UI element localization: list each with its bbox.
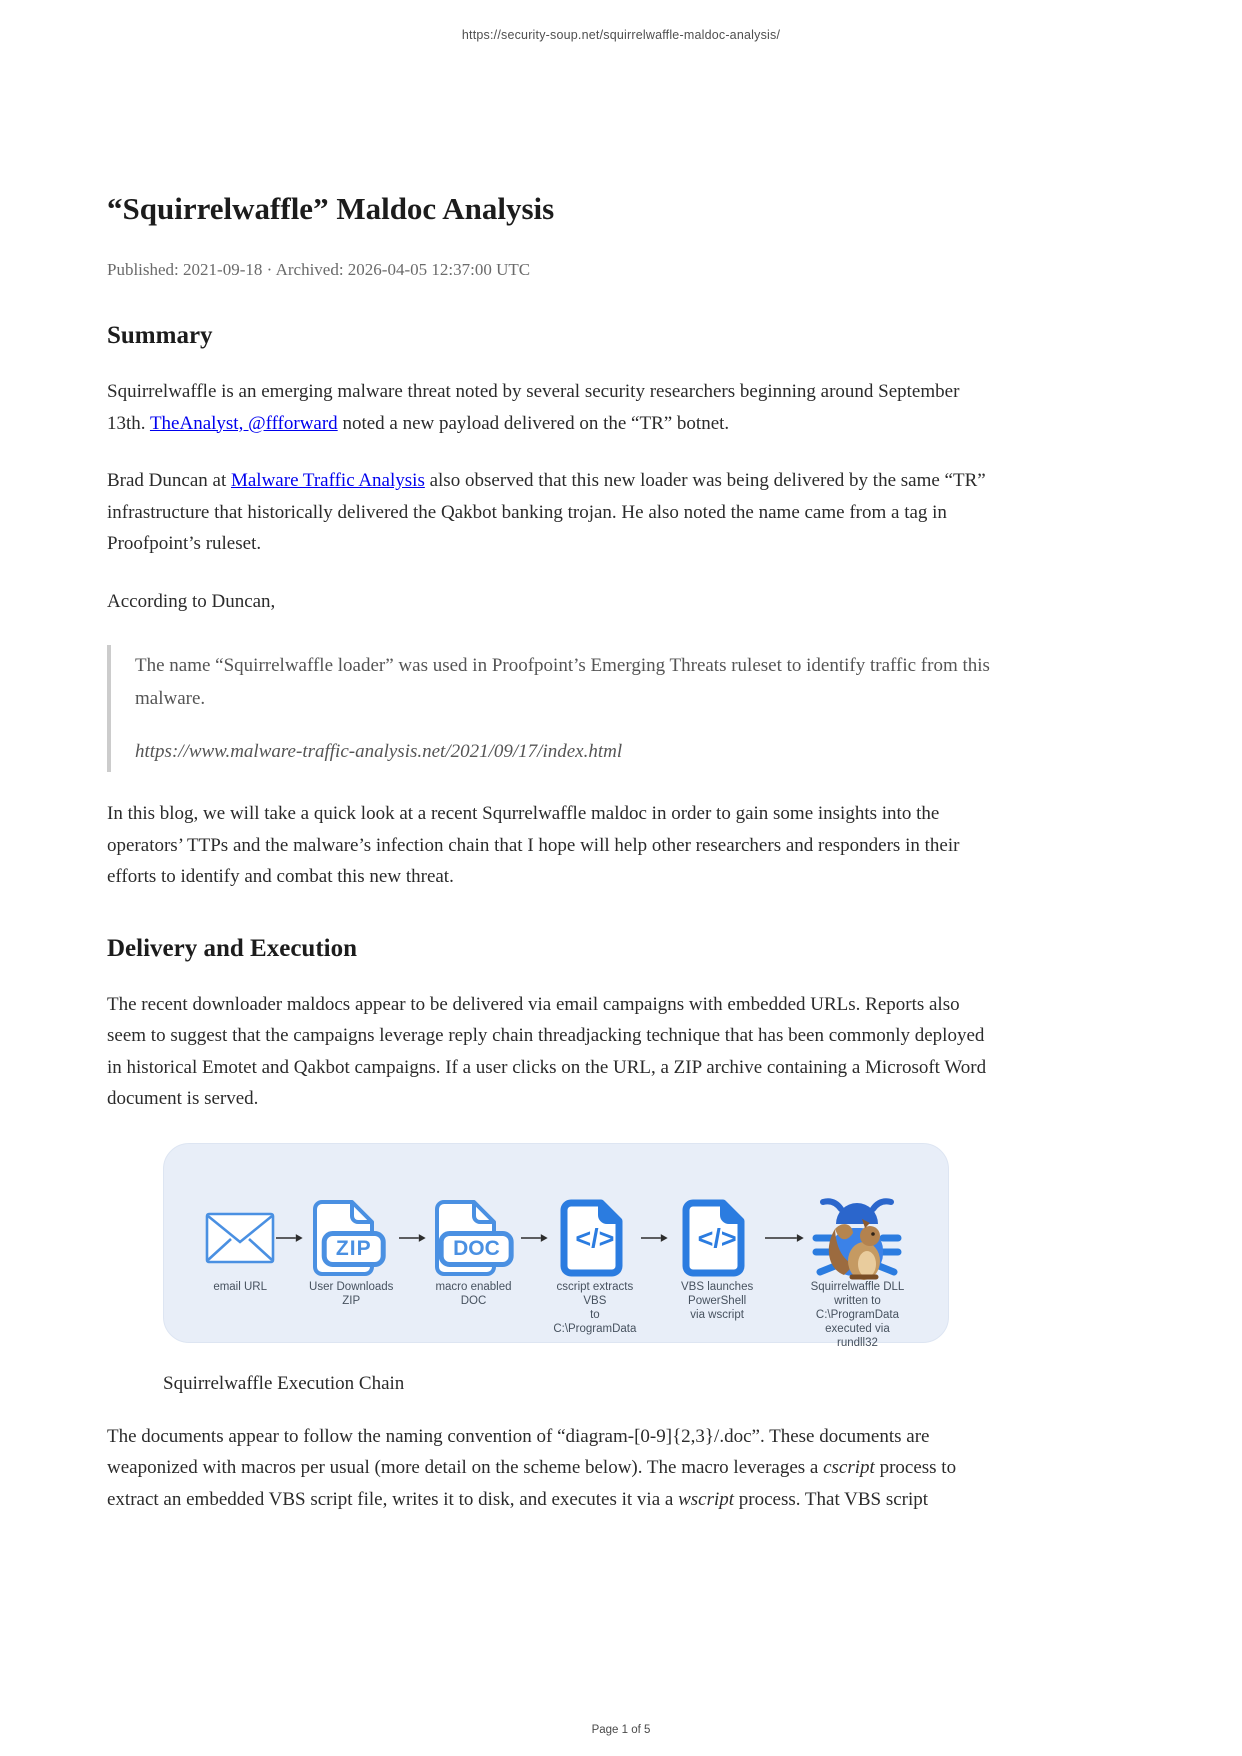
diagram-step-wscript (669, 1199, 765, 1322)
text-run: also observed that this new loader was being delivered by the same “TR” infrastructure that historically delivered the Qakbot banking trojan. He also noted the name came from a tag in Proofpoint’s ruleset. (107, 470, 986, 554)
step-label-line: Squirrelwaffle DLL (810, 1280, 905, 1293)
code-glyph: </> (575, 1223, 615, 1254)
step-label-line: via wscript (690, 1308, 744, 1321)
step-label (805, 1280, 910, 1350)
step-label-line: VBS launches PowerShell (680, 1280, 754, 1307)
malware-bug-icon (812, 1199, 902, 1277)
step-label (304, 1280, 399, 1308)
diagram-step-zip (304, 1199, 399, 1308)
page-number: Page 1 of 5 (591, 1724, 651, 1736)
page-title: “Squirrelwaffle” Maldoc Analysis (107, 191, 555, 226)
summary-paragraph-4: In this blog, we will take a quick look at a recent Squrrelwaffle maldoc in order to gain some insights into the operators’ TTPs and the malware’s infection chain that I hope will help other researchers and responders in their efforts to identify and combat this new threat. (107, 803, 960, 887)
arrow-icon (765, 1232, 805, 1244)
step-label-line: macro enabled DOC (435, 1280, 512, 1307)
text-run: process. That VBS script (734, 1488, 929, 1510)
blockquote-text: The name “Squirrelwaffle loader” was used in Proofpoint’s Emerging Threats ruleset to identify traffic from this malware. (135, 655, 990, 709)
arrow-icon (399, 1232, 427, 1244)
script-file-icon (680, 1199, 754, 1277)
step-label-line: cscript extracts VBS (556, 1280, 634, 1307)
figure-caption: Squirrelwaffle Execution Chain (163, 1372, 405, 1394)
text-run: process to extract an embedded VBS script file, writes it to disk, and executes it via a (107, 1457, 957, 1510)
doc-badge: DOC (439, 1231, 514, 1267)
step-label-line: User Downloads ZIP (309, 1280, 394, 1307)
duncan-blockquote (107, 645, 1002, 772)
arrow-icon (641, 1232, 669, 1244)
blockquote-source: https://www.malware-traffic-analysis.net/2021/09/17/index.html (135, 741, 623, 762)
diagram-step-doc (426, 1199, 521, 1308)
theanalyst-link[interactable]: TheAnalyst, @ffforward (149, 412, 338, 434)
step-label (213, 1280, 267, 1294)
diagram-step-email (204, 1199, 276, 1294)
cscript-term: cscript (823, 1457, 875, 1478)
step-label (669, 1280, 765, 1322)
summary-paragraph-2 (107, 465, 1002, 560)
delivery-heading: Delivery and Execution (107, 934, 357, 962)
text-run: The documents appear to follow the naming convention of “diagram-[0-9]{2,3}/.doc”. These documents are weaponized with macros per usual (more detail on the scheme below). The macro leverages a (107, 1425, 930, 1478)
script-file-icon (558, 1199, 632, 1277)
delivery-paragraph-2 (107, 1421, 1002, 1516)
browser-url-header: https://security-soup.net/squirrelwaffle-maldoc-analysis/ (461, 28, 781, 42)
text-run: Squirrelwaffle is an emerging malware threat noted by several security researchers beginning around September 13th. (107, 381, 960, 434)
summary-heading: Summary (107, 322, 213, 349)
zip-file-icon (308, 1199, 394, 1277)
wscript-term: wscript (678, 1488, 735, 1510)
diagram-step-cscript (548, 1199, 641, 1336)
doc-file-icon (430, 1199, 516, 1277)
malware-traffic-analysis-link[interactable]: Malware Traffic Analysis (230, 470, 425, 491)
step-label (548, 1280, 641, 1336)
arrow-icon (521, 1232, 549, 1244)
article (107, 0, 1002, 1515)
summary-paragraph-1 (107, 376, 1002, 439)
code-glyph: </> (697, 1223, 737, 1254)
diagram-step-payload (805, 1199, 910, 1350)
arrow-icon (276, 1232, 304, 1244)
zip-badge: ZIP (322, 1231, 386, 1267)
email-icon (205, 1199, 275, 1277)
delivery-paragraph-1: The recent downloader maldocs appear to be delivered via email campaigns with embedded URLs. Reports also seem to suggest that the campaigns leverage reply chain threadjacking technique that has been commonly deployed in historical Emotet and Qakbot campaigns. If a user clicks on the URL, a ZIP archive containing a Microsoft Word document is served. (107, 993, 987, 1109)
step-label-line: executed via rundll32 (825, 1322, 890, 1349)
summary-paragraph-3: According to Duncan, (107, 590, 276, 612)
squirrel-image (822, 1211, 894, 1283)
step-label-line: email URL (213, 1280, 267, 1293)
step-label-line: to C:\ProgramData (553, 1308, 637, 1335)
step-label (426, 1280, 521, 1308)
published-meta: Published: 2021-09-18 · Archived: 2026-04-05 12:37:00 UTC (107, 260, 531, 279)
text-run: Brad Duncan at (107, 470, 231, 491)
step-label-line: written to C:\ProgramData (815, 1294, 899, 1321)
execution-chain-diagram (163, 1143, 949, 1349)
text-run: noted a new payload delivered on the “TR” botnet. (337, 412, 730, 434)
